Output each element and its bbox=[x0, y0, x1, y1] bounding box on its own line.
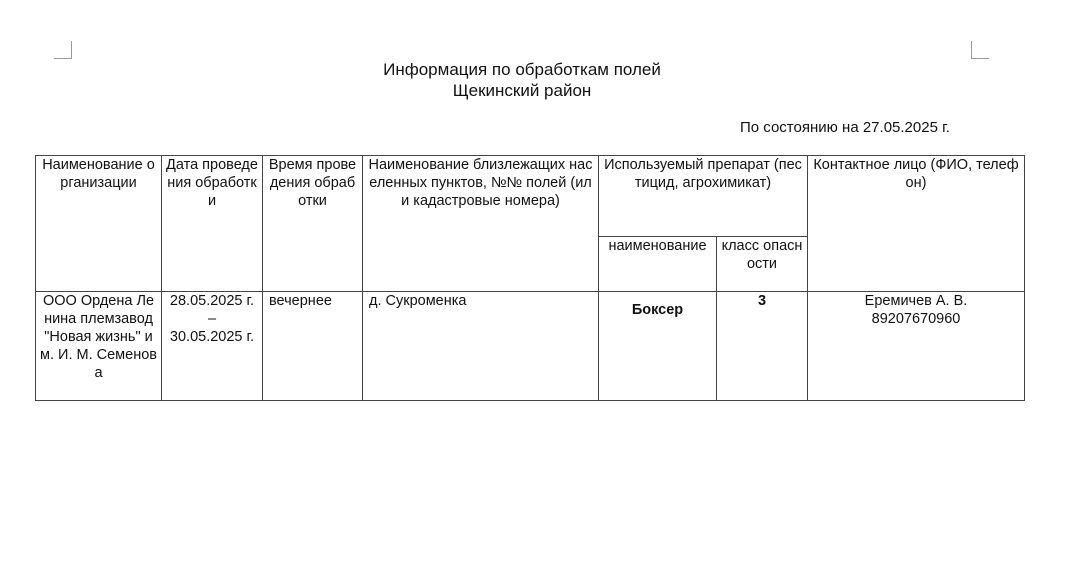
treatment-table bbox=[35, 155, 1025, 401]
document-title bbox=[0, 59, 1044, 101]
header-contact: Контактное лицо (ФИО, телефон) bbox=[808, 156, 1025, 292]
header-date: Дата проведения обработки bbox=[162, 156, 263, 292]
header-organization: Наименование организации bbox=[36, 156, 162, 292]
page-corner-mark-top-left bbox=[54, 41, 72, 59]
date-to: 30.05.2025 г. bbox=[169, 329, 255, 345]
title-line-1: Информация по обработкам полей bbox=[383, 60, 661, 79]
contact-phone: 89207670960 bbox=[871, 311, 961, 327]
prep-name-value: Боксер bbox=[631, 302, 684, 318]
cell-date bbox=[162, 292, 263, 401]
date-separator: – bbox=[207, 311, 217, 327]
cell-settlements: д. Сукроменка bbox=[363, 292, 599, 401]
page-corner-mark-top-right bbox=[971, 41, 989, 59]
table-header-row bbox=[36, 156, 1025, 237]
title-line-2: Щекинский район bbox=[452, 81, 592, 100]
table-row bbox=[36, 292, 1025, 401]
header-preparation: Используемый препарат (пестицид, агрохимикат) bbox=[599, 156, 808, 237]
date-from: 28.05.2025 г. bbox=[169, 293, 255, 309]
header-prep-class: класс опасности bbox=[717, 237, 808, 292]
contact-name: Еремичев А. В. bbox=[864, 293, 968, 309]
cell-contact bbox=[808, 292, 1025, 401]
header-prep-name: наименование bbox=[599, 237, 717, 292]
cell-time: вечернее bbox=[263, 292, 363, 401]
cell-prep-name bbox=[599, 292, 717, 401]
header-time: Время проведения обработки bbox=[263, 156, 363, 292]
header-settlements: Наименование близлежащих населенных пунктов, №№ полей (или кадастровые номера) bbox=[363, 156, 599, 292]
as-of-date: По состоянию на 27.05.2025 г. bbox=[740, 119, 950, 136]
cell-prep-class: 3 bbox=[717, 292, 808, 401]
cell-organization: ООО Ордена Ленина племзавод "Новая жизнь" им. И. М. Семенова bbox=[36, 292, 162, 401]
